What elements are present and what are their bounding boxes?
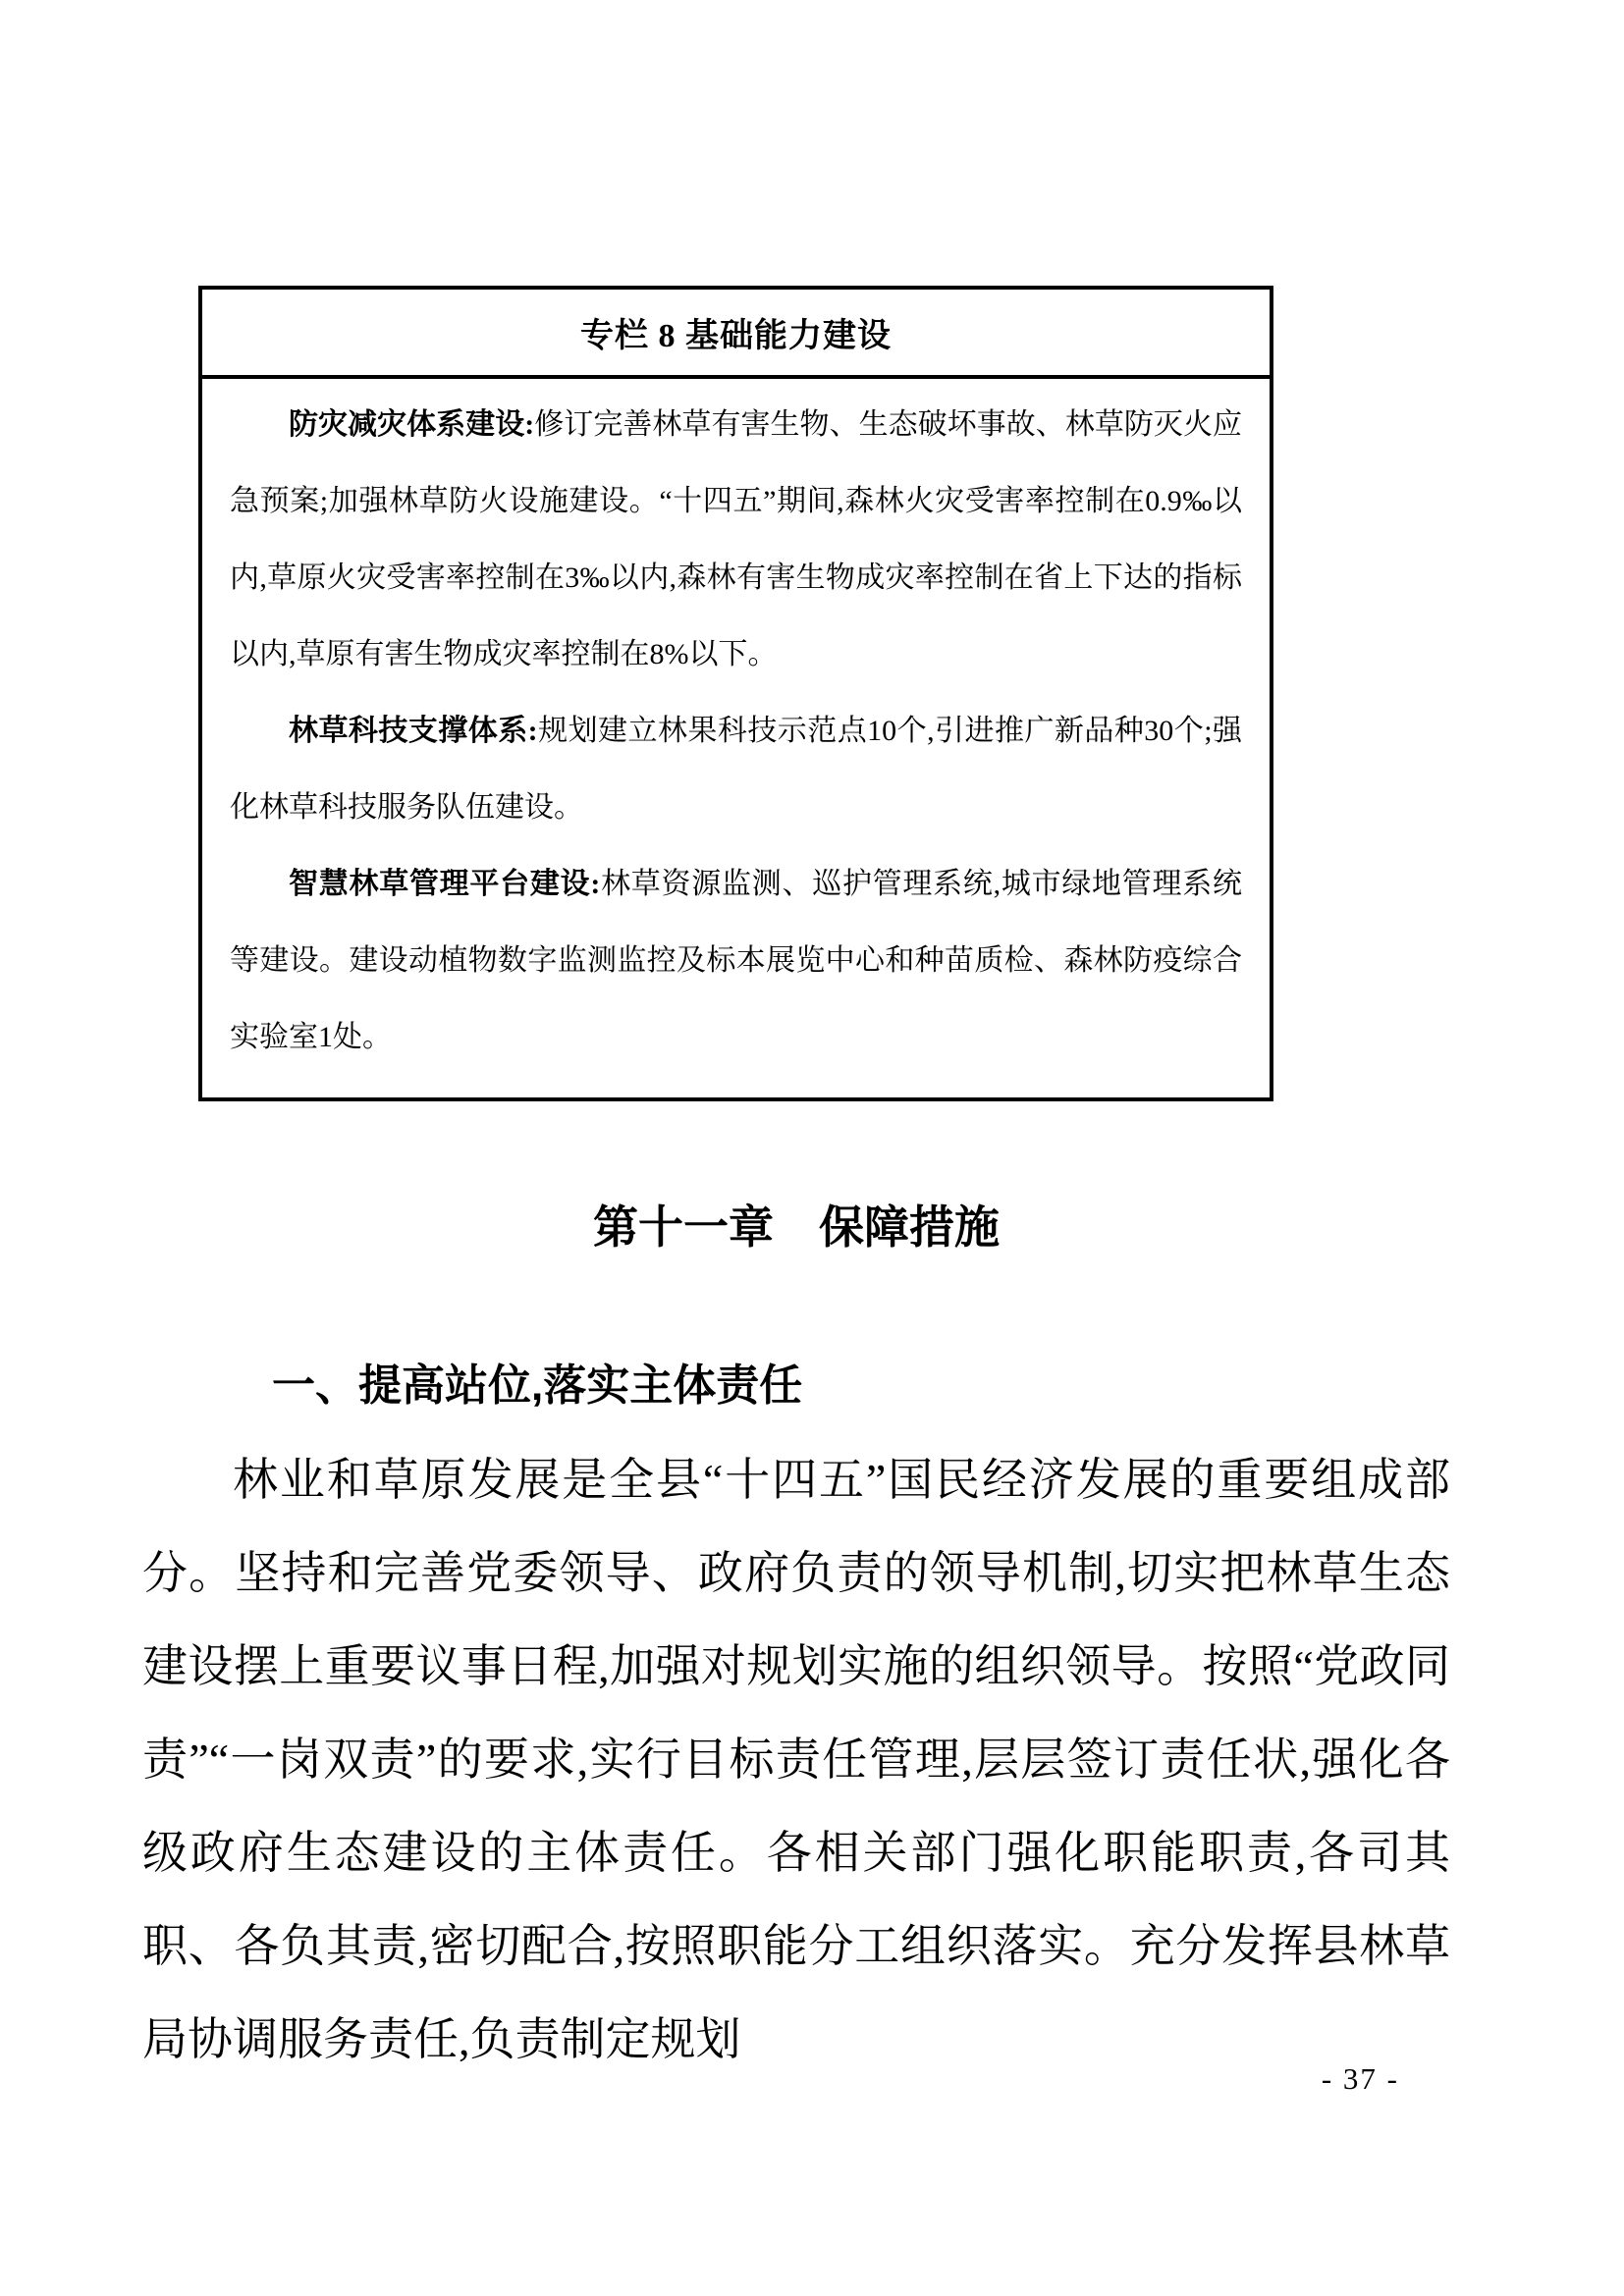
paragraph-text: 林草资源监测、巡护管理系统,城市绿地管理系统等建设。建设动植物数字监测监控及标本展览中心和种苗质检、森林防疫综合实验室1处。 [230, 868, 1242, 1053]
section-heading: 一、提高站位,落实主体责任 [272, 1362, 803, 1410]
callout-paragraph [230, 693, 1242, 846]
paragraph-text: 修订完善林草有害生物、生态破坏事故、林草防灭火应急预案;加强林草防火设施建设。“十四五”期间,森林火灾受害率控制在0.9‰以内,草原火灾受害率控制在3‰以内,森林有害生物成灾率控制在省上下达的指标以内,草原有害生物成灾率控制在8%以下。 [230, 408, 1242, 670]
callout-paragraph [230, 846, 1242, 1076]
paragraph-lead: 防灾减灾体系建设: [289, 408, 535, 441]
chapter-heading: 第十一章 保障措施 [593, 1201, 1000, 1253]
callout-box-title: 专栏 8 基础能力建设 [580, 318, 892, 354]
callout-box-body [202, 379, 1270, 1076]
paragraph-text: 规划建立林果科技示范点10个,引进推广新品种30个;强化林草科技服务队伍建设。 [230, 715, 1242, 824]
callout-box [198, 286, 1273, 1101]
paragraph-lead: 林草科技支撑体系: [289, 715, 538, 747]
body-paragraph: 林业和草原发展是全县“十四五”国民经济发展的重要组成部分。坚持和完善党委领导、政府负责的领导机制,切实把林草生态建设摆上重要议事日程,加强对规划实施的组织领导。按照“党政同责”“一岗双责”的要求,实行目标责任管理,层层签订责任状,强化各级政府生态建设的主体责任。各相关部门强化职能职责,各司其职、各负其责,密切配合,按照职能分工组织落实。充分发挥县林草局协调服务责任,负责制定规划 [142, 1455, 1450, 2064]
page-number: - 37 - [1321, 2061, 1399, 2096]
callout-box-header [202, 290, 1270, 379]
callout-paragraph [230, 387, 1242, 693]
paragraph-lead: 智慧林草管理平台建设: [289, 868, 601, 900]
